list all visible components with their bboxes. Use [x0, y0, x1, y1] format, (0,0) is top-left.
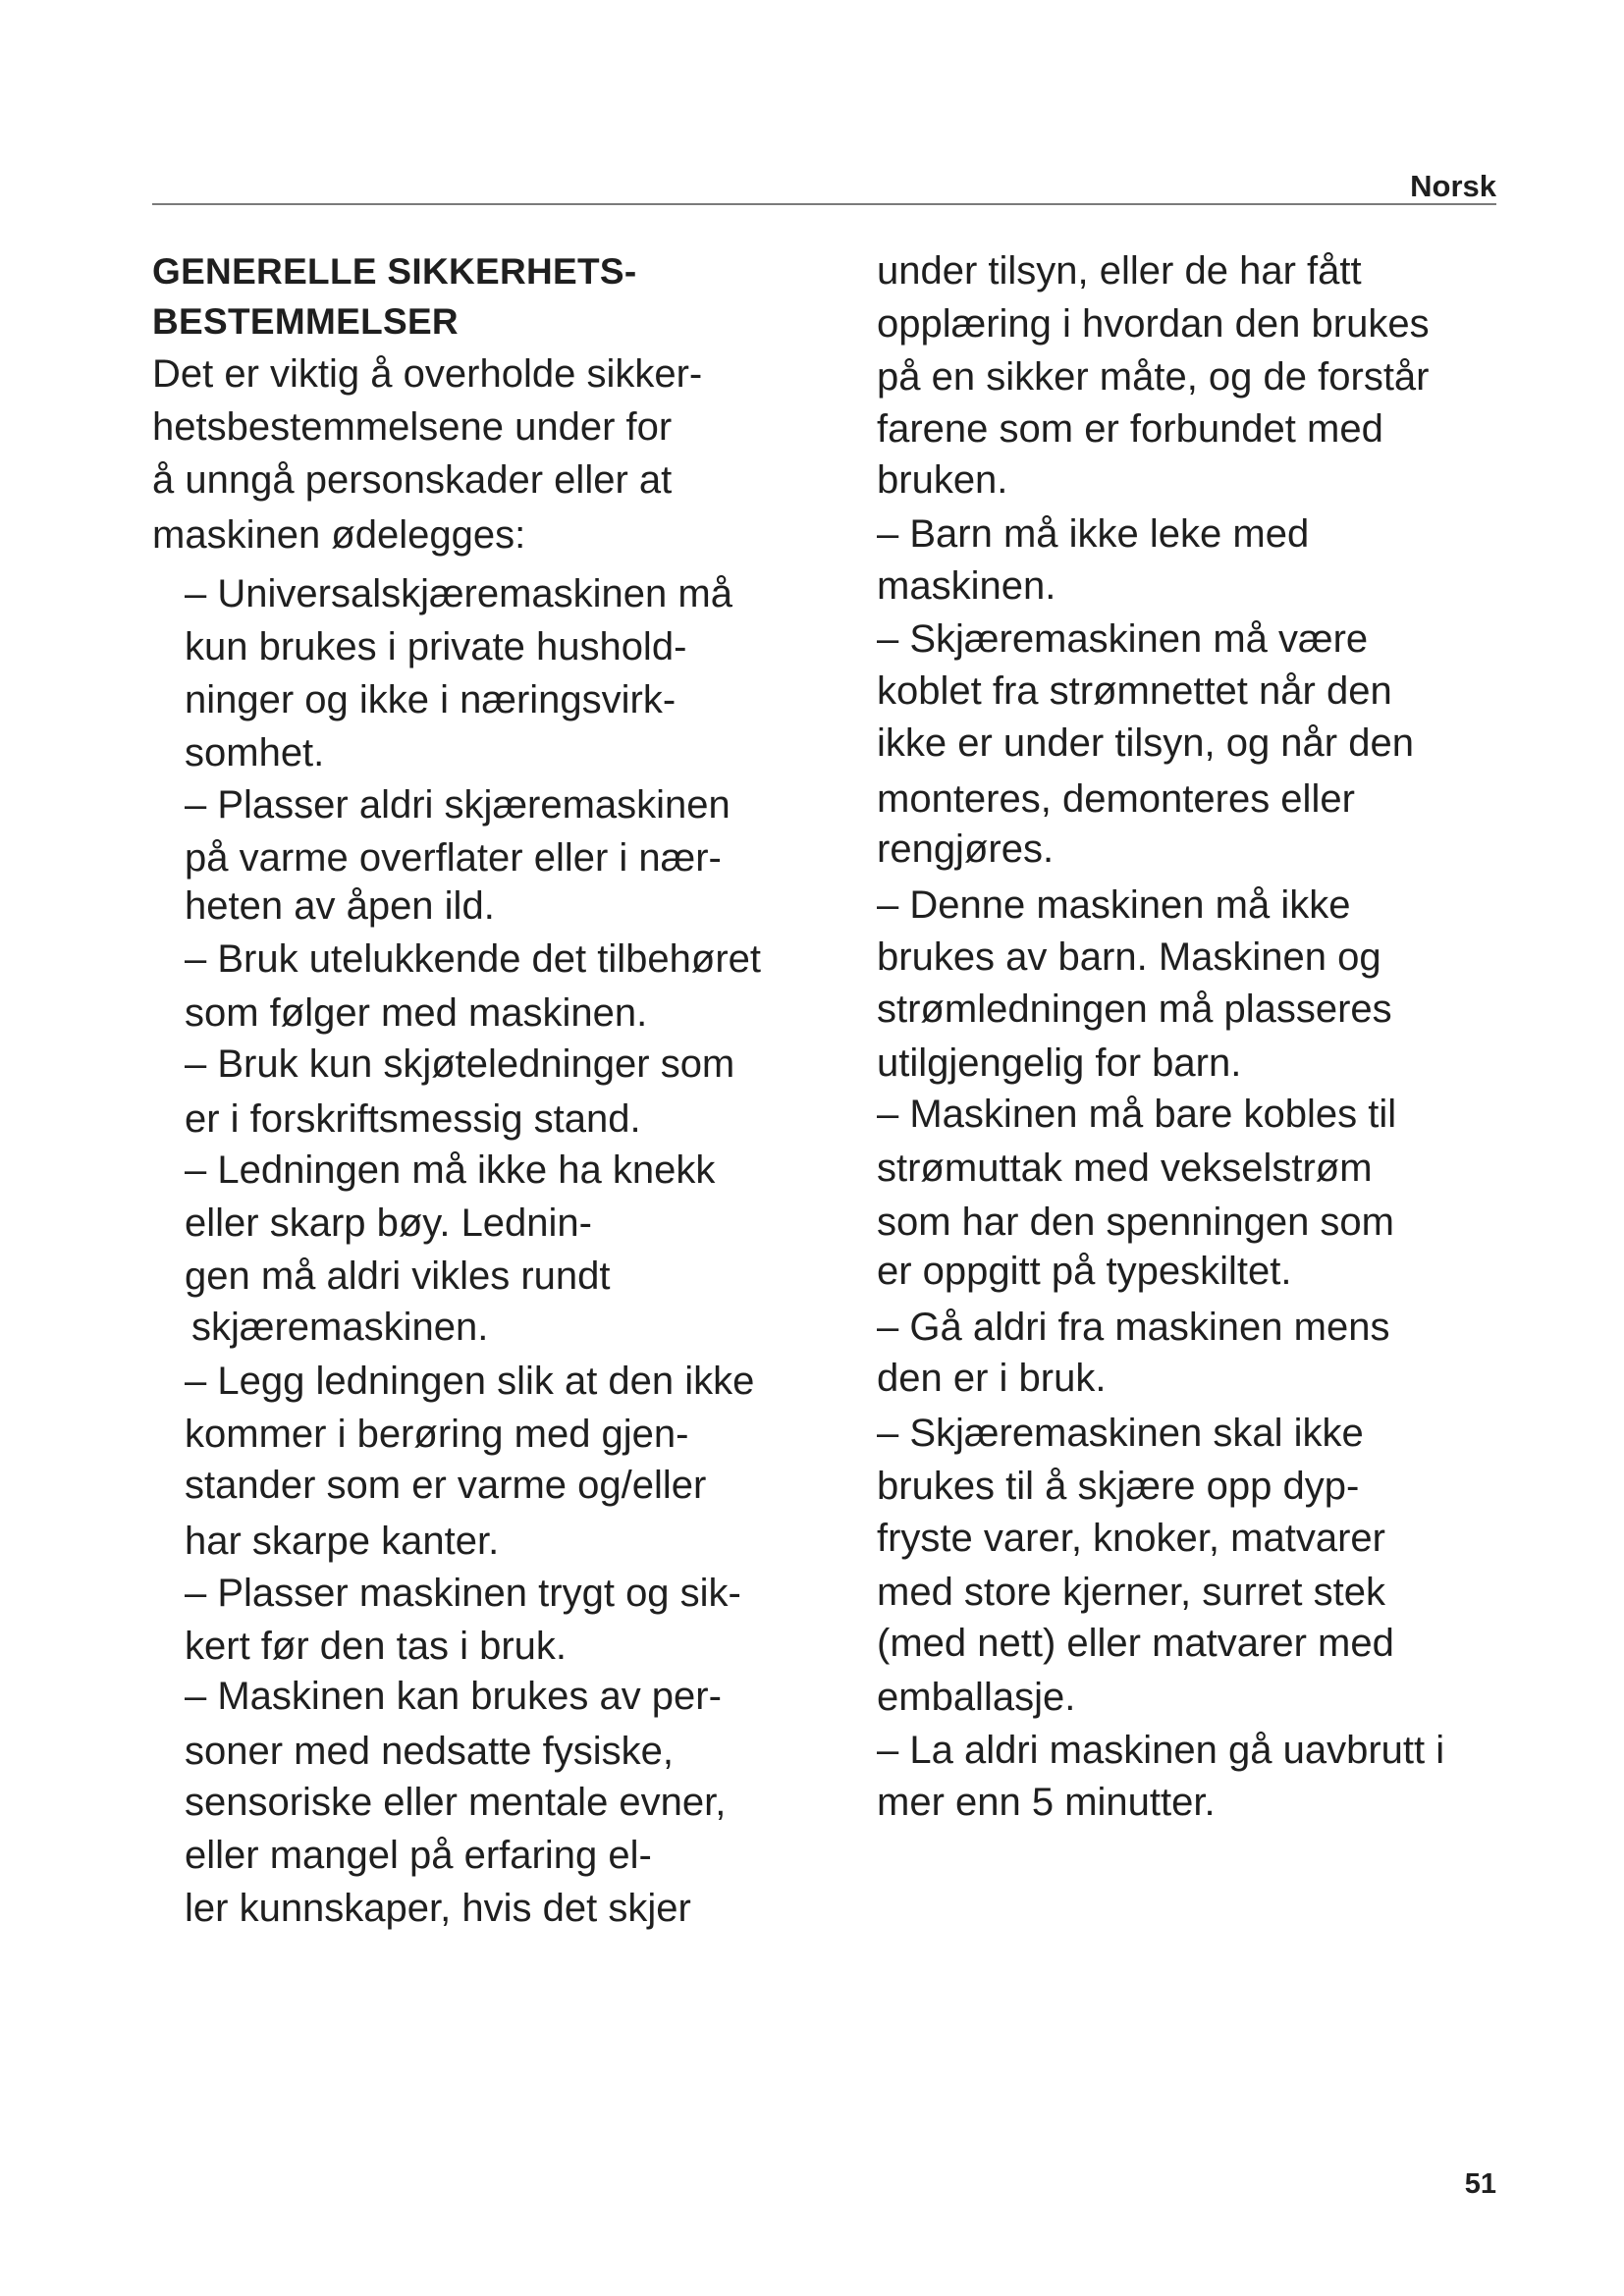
safety-rule-line: kun brukes i private hushold- [185, 625, 687, 668]
safety-rule-line: strømledningen må plasseres [877, 988, 1392, 1031]
safety-rule-line: som følger med maskinen. [185, 991, 648, 1035]
safety-rule-line: – Ledningen må ikke ha knekk [185, 1148, 716, 1192]
safety-rule-line: har skarpe kanter. [185, 1520, 500, 1563]
safety-rule-line: soner med nedsatte fysiske, [185, 1730, 675, 1773]
safety-rule-line: – Skjæremaskinen skal ikke [877, 1412, 1364, 1455]
safety-rule-line: utilgjengelig for barn. [877, 1041, 1242, 1085]
safety-rule-line: maskinen. [877, 564, 1056, 608]
safety-rule-line: sensoriske eller mentale evner, [185, 1781, 727, 1824]
safety-rule-line: – La aldri maskinen gå uavbrutt i [877, 1729, 1445, 1772]
safety-rule-line: – Plasser aldri skjæremaskinen [185, 783, 731, 827]
safety-rule-line: – Skjæremaskinen må være [877, 617, 1369, 661]
safety-rule-line: er i forskriftsmessig stand. [185, 1097, 641, 1141]
safety-rule-line: – Bruk kun skjøteledninger som [185, 1042, 735, 1086]
safety-rule-line: heten av åpen ild. [185, 884, 495, 928]
page-number: 51 [1464, 2168, 1496, 2200]
safety-rule-line: koblet fra strømnettet når den [877, 669, 1392, 713]
safety-rule-line: bruken. [877, 458, 1008, 502]
safety-rule-line: eller skarp bøy. Lednin- [185, 1201, 592, 1245]
safety-rule-line: emballasje. [877, 1676, 1076, 1719]
safety-rule-line: mer enn 5 minutter. [877, 1781, 1216, 1824]
safety-rule-line: på en sikker måte, og de forstår [877, 355, 1430, 399]
safety-rule-line: den er i bruk. [877, 1357, 1107, 1400]
intro-text-line: Det er viktig å overholde sikker- [152, 352, 703, 396]
safety-rule-line: – Maskinen kan brukes av per- [185, 1675, 722, 1718]
safety-rule-line: stander som er varme og/eller [185, 1464, 707, 1507]
safety-rule-line: skjæremaskinen. [191, 1306, 489, 1349]
safety-rule-line: gen må aldri vikles rundt [185, 1255, 611, 1298]
safety-rule-line: opplæring i hvordan den brukes [877, 302, 1430, 346]
safety-rule-line: – Plasser maskinen trygt og sik- [185, 1572, 741, 1615]
safety-rule-line: kommer i berøring med gjen- [185, 1413, 689, 1456]
safety-rule-line: ler kunnskaper, hvis det skjer [185, 1887, 691, 1930]
safety-rule-line: – Universalskjæremaskinen må [185, 572, 732, 615]
safety-rule-line: – Denne maskinen må ikke [877, 883, 1351, 927]
safety-rule-line: på varme overflater eller i nær- [185, 836, 722, 880]
safety-rule-line: under tilsyn, eller de har fått [877, 249, 1362, 293]
safety-rule-line: med store kjerner, surret stek [877, 1571, 1385, 1614]
safety-rule-line: – Gå aldri fra maskinen mens [877, 1306, 1390, 1349]
safety-rule-line: – Legg ledningen slik at den ikke [185, 1360, 755, 1403]
safety-rule-line: ninger og ikke i næringsvirk- [185, 678, 677, 721]
safety-rule-line: brukes til å skjære opp dyp- [877, 1465, 1360, 1508]
header-divider [152, 203, 1496, 205]
intro-text-line: maskinen ødelegges: [152, 513, 526, 557]
safety-rule-line: rengjøres. [877, 828, 1055, 871]
safety-rule-line: ikke er under tilsyn, og når den [877, 721, 1414, 765]
intro-text-line: hetsbestemmelsene under for [152, 405, 673, 449]
intro-text-line: å unngå personskader eller at [152, 458, 673, 502]
safety-rule-line: eller mangel på erfaring el- [185, 1834, 652, 1877]
header-language-label: Norsk [1410, 169, 1496, 203]
safety-rule-line: kert før den tas i bruk. [185, 1625, 568, 1668]
safety-rule-line: – Bruk utelukkende det tilbehøret [185, 937, 762, 981]
section-heading-line-1: GENERELLE SIKKERHETS- [152, 251, 637, 292]
safety-rule-line: som har den spenningen som [877, 1201, 1394, 1244]
safety-rule-line: – Maskinen må bare kobles til [877, 1093, 1397, 1136]
safety-rule-line: somhet. [185, 731, 325, 774]
safety-rule-line: fryste varer, knoker, matvarer [877, 1517, 1385, 1560]
safety-rule-line: farene som er forbundet med [877, 407, 1383, 451]
safety-rule-line: – Barn må ikke leke med [877, 512, 1310, 556]
safety-rule-line: strømuttak med vekselstrøm [877, 1147, 1373, 1190]
safety-rule-line: er oppgitt på typeskiltet. [877, 1250, 1292, 1293]
safety-rule-line: monteres, demonteres eller [877, 777, 1355, 821]
section-heading-line-2: BESTEMMELSER [152, 301, 459, 342]
safety-rule-line: brukes av barn. Maskinen og [877, 935, 1381, 979]
safety-rule-line: (med nett) eller matvarer med [877, 1622, 1394, 1665]
